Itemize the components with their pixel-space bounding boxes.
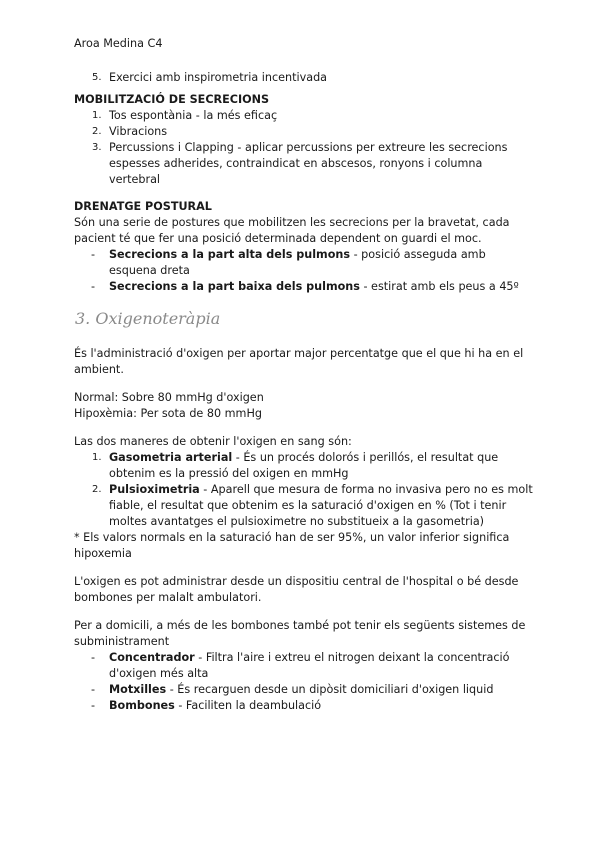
author-header: Aroa Medina C4	[74, 37, 163, 50]
systems-list	[74, 650, 534, 714]
ways-list	[74, 450, 534, 530]
section-title: 3. Oxigenoteràpia	[75, 309, 221, 328]
list-term: Secrecions a la part alta dels pulmons	[109, 248, 351, 261]
list-term: Bombones	[109, 699, 175, 712]
list-number: 3.	[92, 142, 102, 153]
list-term: Concentrador	[109, 651, 195, 664]
drenatge-paragraph: Són una serie de postures que mobilitzen les secrecions per la bravetat, cada pacient té que fer una posició determinada dependent on guardi el moc.	[74, 216, 510, 245]
dash-bullet: -	[91, 683, 96, 696]
list-number: 1.	[92, 110, 102, 121]
list-number: 1.	[92, 452, 102, 463]
list-term: Motxilles	[109, 683, 167, 696]
ways-intro: Las dos maneres de obtenir l'oxigen en sang són:	[74, 435, 352, 448]
list-text: - És recarguen desde un dipòsit domiciliari d'oxigen liquid	[166, 683, 494, 696]
list-item	[74, 698, 534, 714]
mobilitzacio-list	[74, 108, 534, 188]
list-text: - estirat amb els peus a 45º	[359, 280, 519, 293]
drenatge-heading: DRENATGE POSTURAL	[74, 200, 212, 213]
dash-bullet: -	[91, 280, 96, 293]
hipoxemia-value: Hipoxèmia: Per sota de 80 mmHg	[74, 407, 262, 420]
dash-bullet: -	[91, 699, 96, 712]
definition-paragraph: És l'administració d'oxigen per aportar major percentatge que el que hi ha en el ambient.	[74, 347, 524, 376]
document-page	[74, 36, 534, 714]
list-number: 2.	[92, 126, 102, 137]
list-text: Vibracions	[109, 125, 168, 138]
list-item	[74, 70, 534, 86]
domicili-intro: Per a domicili, a més de les bombones també pot tenir els següents sistemes de subministrament	[74, 619, 526, 648]
list-number: 2.	[92, 484, 102, 495]
mobilitzacio-heading: MOBILITZACIÓ DE SECRECIONS	[74, 93, 270, 106]
list-item	[74, 124, 534, 140]
breathing-exercises-list	[74, 70, 534, 86]
dash-bullet: -	[91, 248, 96, 261]
list-text: - posició asseguda amb esquena dreta	[109, 248, 486, 277]
list-text: Percussions i Clapping - aplicar percussions per extreure les secrecions espesses adherides, contraindicat en abscesos, ronyons i columna vertebral	[109, 141, 508, 186]
list-text: - És un procés dolorós i perillós, el resultat que obtenim es la pressió del oxigen en mmHg	[109, 451, 499, 480]
list-text: - Faciliten la deambulació	[174, 699, 322, 712]
list-item	[74, 482, 534, 530]
list-item	[74, 450, 534, 482]
list-item	[74, 279, 534, 295]
saturation-note: * Els valors normals en la saturació han de ser 95%, un valor inferior significa hipoxemia	[74, 531, 510, 560]
dash-bullet: -	[91, 651, 96, 664]
list-item	[74, 682, 534, 698]
list-term: Gasometria arterial	[109, 451, 233, 464]
list-item	[74, 650, 534, 682]
list-text: - Filtra l'aire i extreu el nitrogen deixant la concentració d'oxigen més alta	[109, 651, 510, 680]
normal-value: Normal: Sobre 80 mmHg d'oxigen	[74, 391, 264, 404]
drenatge-list	[74, 247, 534, 295]
list-text: Tos espontània - la més eficaç	[109, 109, 278, 122]
list-item	[74, 140, 534, 188]
administration-paragraph: L'oxigen es pot administrar desde un dispositiu central de l'hospital o bé desde bombones per malalt ambulatori.	[74, 575, 519, 604]
list-term: Pulsioximetria	[109, 483, 200, 496]
list-text: Exercici amb inspirometria incentivada	[109, 71, 328, 84]
list-text: - Aparell que mesura de forma no invasiva pero no es molt fiable, el resultat que obtenim es la saturació d'oxigen en % (Tot i tenir moltes avantatges el pulsioximetre no substitueix a la gasometria)	[109, 483, 533, 528]
list-item	[74, 108, 534, 124]
list-term: Secrecions a la part baixa dels pulmons	[109, 280, 360, 293]
list-number: 5.	[92, 72, 102, 83]
list-item	[74, 247, 534, 279]
